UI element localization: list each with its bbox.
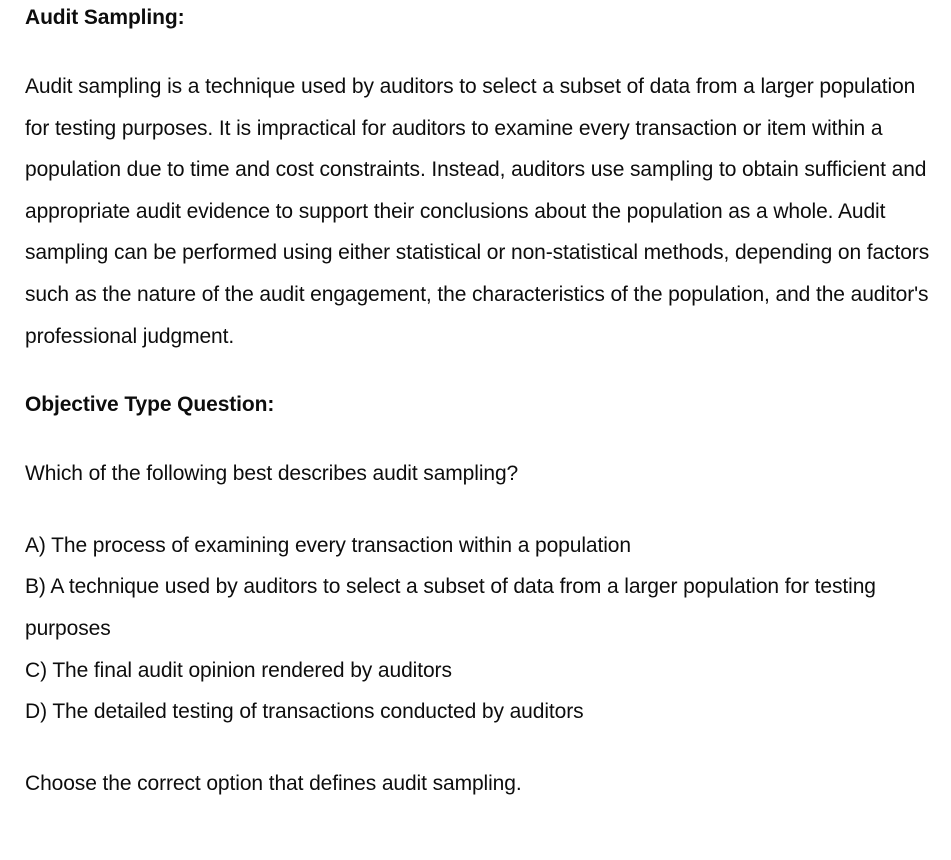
question-text: Which of the following best describes audit sampling? <box>25 462 519 486</box>
audit-sampling-paragraph: Audit sampling is a technique used by auditors to select a subset of data from a larger population for testing purposes. It is impractical for auditors to examine every transaction or item within a population due to time and cost constraints. Instead, auditors use sampling to obtain sufficient and appropriate audit evidence to support their conclusions about the population as a whole. Audit sampling can be performed using either statistical or non-statistical methods, depending on factors such as the nature of the audit engagement, the characteristics of the population, and the auditor's professional judgment. <box>25 75 930 348</box>
instruction-text: Choose the correct option that defines audit sampling. <box>25 771 522 795</box>
option-d: D) The detailed testing of transactions conducted by auditors <box>25 700 584 724</box>
option-b: B) A technique used by auditors to select a subset of data from a larger population for testing purposes <box>25 575 876 640</box>
answer-options <box>25 525 935 733</box>
option-c: C) The final audit opinion rendered by auditors <box>25 658 452 682</box>
option-a: A) The process of examining every transaction within a population <box>25 533 631 557</box>
objective-question-heading: Objective Type Question: <box>25 393 275 417</box>
audit-sampling-heading: Audit Sampling: <box>25 6 185 29</box>
document-content <box>25 0 935 804</box>
